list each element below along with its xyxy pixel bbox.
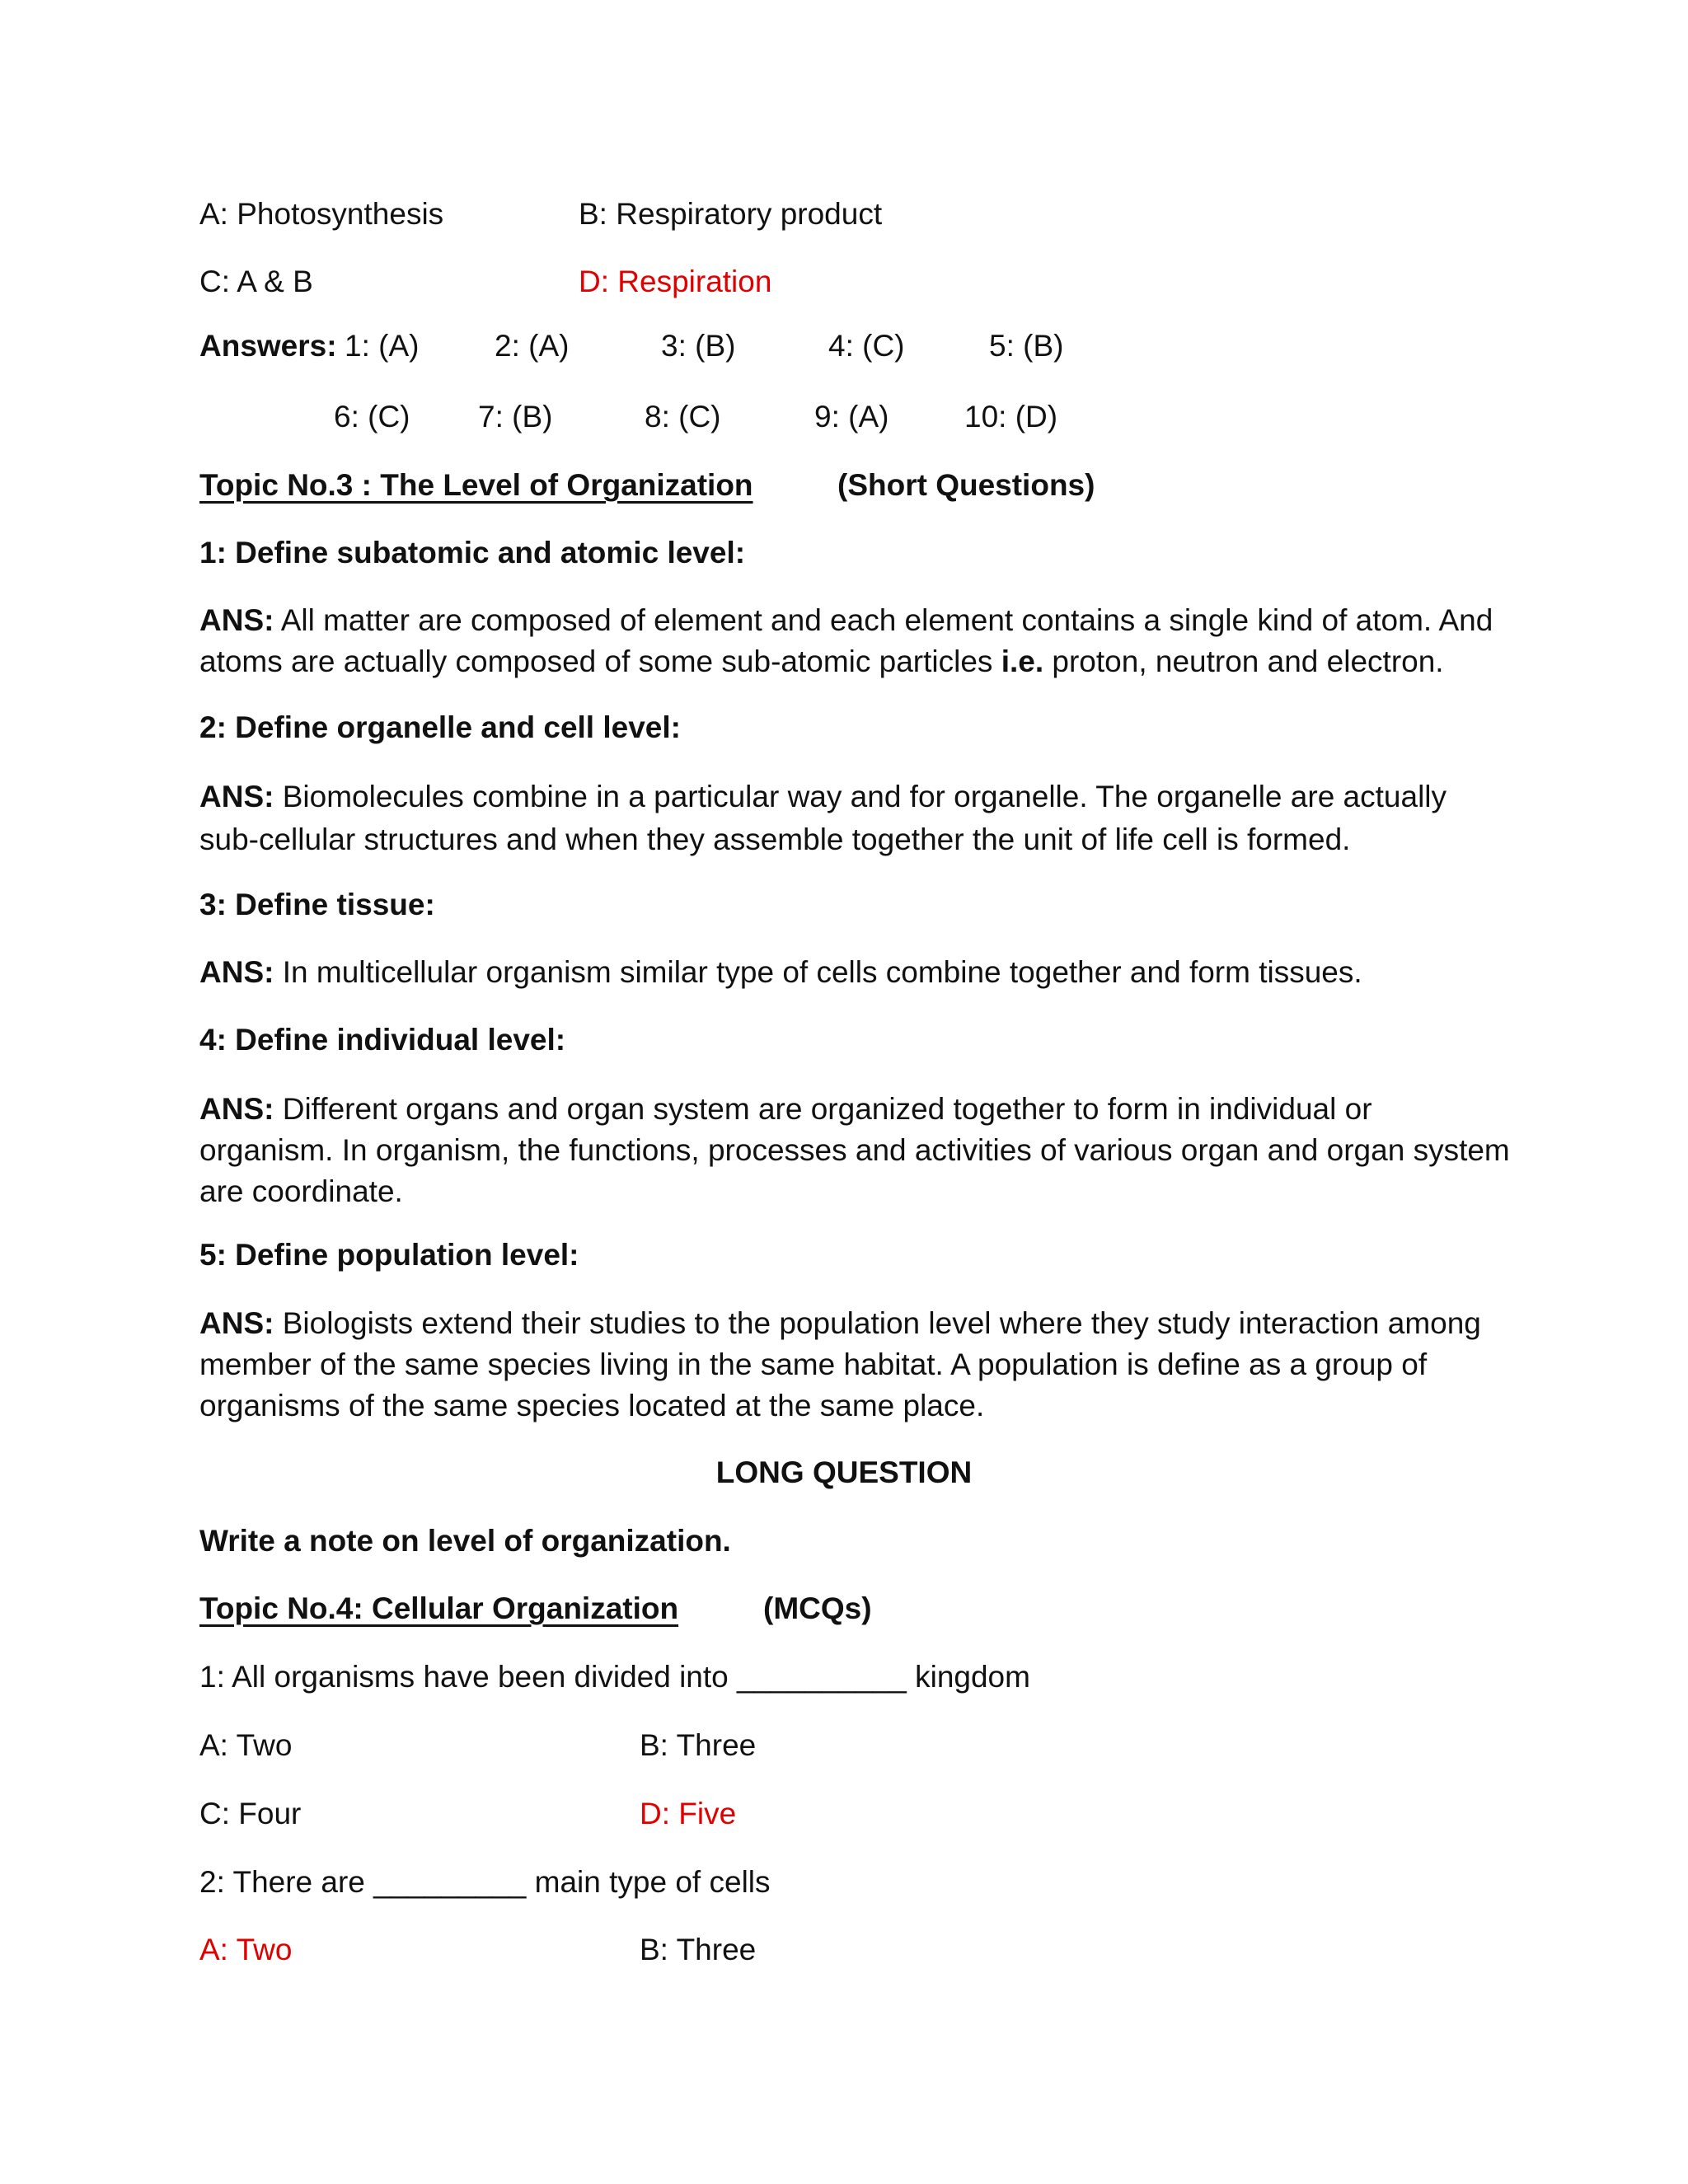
mcq-option-b: B: Three: [640, 1728, 757, 1762]
mcq-question-text: 2: There are: [199, 1865, 365, 1899]
mcq-option-b: B: Three: [640, 1933, 757, 1966]
answer-item: 7: (B): [478, 400, 553, 434]
mcq-option-c: C: Four: [199, 1797, 302, 1830]
question-heading: 2: Define organelle and cell level:: [199, 710, 681, 744]
answer-item: 6: (C): [334, 400, 410, 434]
question-heading: 3: Define tissue:: [199, 888, 435, 921]
mcq-option-c: C: A & B: [199, 265, 313, 298]
answer-paragraph: [199, 1089, 1510, 1212]
mcq-option-b: B: Respiratory product: [579, 197, 883, 231]
answer-paragraph: [199, 952, 1510, 993]
question-heading: 4: Define individual level:: [199, 1023, 566, 1057]
ans-label: ANS:: [199, 955, 274, 989]
ans-label: ANS:: [199, 780, 274, 813]
answer-item: 10: (D): [964, 400, 1058, 434]
mcq-option-a: A: Two: [199, 1728, 293, 1762]
answer-text: Biologists extend their studies to the population level where they study interaction among member of the same species living in the same habitat. A population is define as a group of organisms of the same species located at the same place.: [199, 1306, 1481, 1422]
answer-text: Biomolecules combine in a particular way and for organelle. The organelle are actually sub-cellular structures and when they assemble together the unit of life cell is formed.: [199, 780, 1447, 856]
mcq-option-d-correct: D: Respiration: [579, 265, 772, 298]
answer-paragraph: [199, 776, 1510, 861]
mcq-option-d-correct: D: Five: [640, 1797, 737, 1830]
answer-text: All matter are composed of element and each element contains a single kind of atom. And atoms are actually composed of some sub-atomic particles: [199, 603, 1493, 678]
mcq-blank: __________: [737, 1660, 907, 1694]
topic-4-title: Topic No.4: Cellular Organization: [199, 1591, 679, 1625]
long-question-heading: LONG QUESTION: [715, 1455, 973, 1489]
answer-item: 5: (B): [989, 329, 1064, 363]
question-heading: 1: Define subatomic and atomic level:: [199, 536, 746, 569]
answer-text: proton, neutron and electron.: [1043, 644, 1444, 678]
mcq-question-text: main type of cells: [534, 1865, 771, 1899]
mcq-question: [199, 1862, 771, 1903]
mcq-question-text: 1: All organisms have been divided into: [199, 1660, 729, 1694]
mcq-option-a: A: Photosynthesis: [199, 197, 444, 231]
answer-item: 2: (A): [495, 329, 570, 363]
answer-item: 8: (C): [645, 400, 721, 434]
long-question-text: Write a note on level of organization.: [199, 1524, 731, 1558]
mcq-blank: _________: [373, 1865, 527, 1899]
answer-text-bold: i.e.: [1001, 644, 1044, 678]
answer-item: 4: (C): [828, 329, 905, 363]
answer-paragraph: [199, 600, 1510, 682]
answer-item: 1: (A): [345, 329, 420, 363]
mcq-option-a-correct: A: Two: [199, 1933, 293, 1966]
answer-item: 9: (A): [814, 400, 889, 434]
answer-paragraph: [199, 1303, 1510, 1427]
ans-label: ANS:: [199, 1306, 274, 1340]
mcq-question: [199, 1657, 1030, 1698]
topic-3-tag: (Short Questions): [837, 468, 1095, 502]
topic-4-tag: (MCQs): [763, 1591, 872, 1625]
mcq-question-text: kingdom: [915, 1660, 1030, 1694]
ans-label: ANS:: [199, 1092, 274, 1126]
question-heading: 5: Define population level:: [199, 1238, 579, 1272]
answer-text: In multicellular organism similar type of cells combine together and form tissues.: [282, 955, 1362, 989]
answer-text: Different organs and organ system are organized together to form in individual or organism. In organism, the functions, processes and activities of various organ and organ system are coordinate.: [199, 1092, 1510, 1208]
ans-label: ANS:: [199, 603, 274, 637]
topic-3-title: Topic No.3 : The Level of Organization: [199, 468, 753, 502]
answers-label: Answers:: [199, 329, 337, 363]
answer-item: 3: (B): [661, 329, 736, 363]
